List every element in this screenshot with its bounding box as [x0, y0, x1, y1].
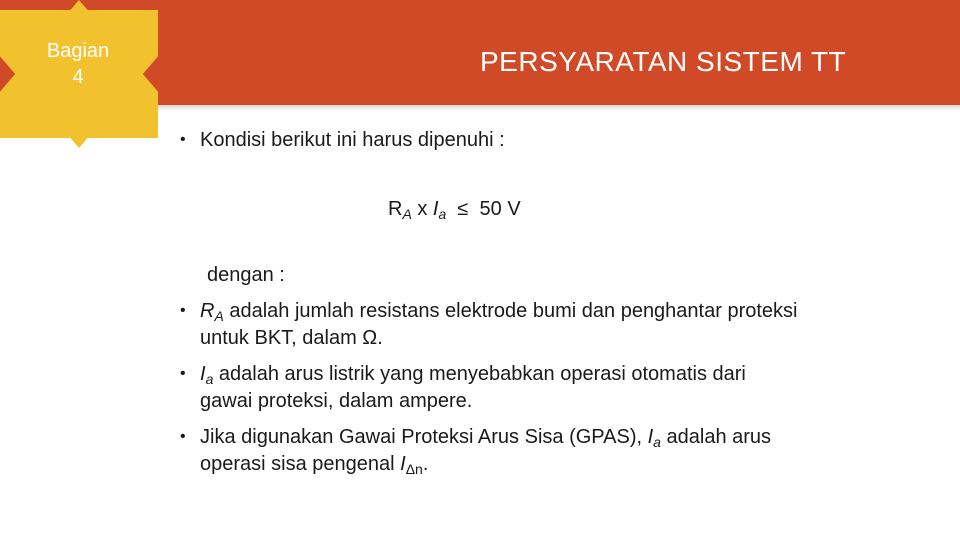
formula-times: x: [417, 198, 428, 220]
def-pre: Jika digunakan Gawai Proteksi Arus Sisa (GPAS),: [200, 426, 648, 448]
definition-gpas: [180, 426, 800, 480]
definition-ia: [180, 363, 800, 412]
dengan-label: dengan :: [207, 264, 285, 286]
definitions-list: [180, 300, 800, 494]
def-symbol-sub: a: [205, 371, 214, 387]
def-text: adalah jumlah resistans elektrode bumi dan penghantar proteksi untuk BKT, dalam Ω.: [200, 300, 798, 349]
formula: [388, 198, 521, 222]
definition-ra: [180, 300, 800, 349]
def-symbol-2: I: [400, 453, 406, 475]
formula-value: 50 V: [479, 198, 521, 220]
def-symbol: I: [647, 426, 654, 448]
def-symbol-sub: A: [214, 308, 224, 324]
section-badge: [0, 0, 158, 148]
formula-i: I: [432, 198, 439, 220]
def-end: .: [422, 453, 429, 475]
badge-label: [18, 38, 138, 90]
def-symbol: R: [200, 300, 215, 322]
bullet-dot: •: [180, 131, 186, 148]
def-text: adalah arus listrik yang menyebabkan operasi otomatis dari gawai proteksi, dalam ampere.: [200, 363, 746, 412]
formula-r-sub: A: [402, 206, 412, 222]
page-title: PERSYARATAN SISTEM TT: [480, 46, 847, 77]
def-symbol-sub: a: [653, 434, 661, 450]
badge-line-1: Bagian: [46, 40, 110, 62]
bullet-dot: •: [180, 365, 186, 382]
def-mid: adalah arus operasi sisa pengenal: [200, 426, 772, 475]
formula-r: R: [388, 198, 403, 220]
formula-le: ≤: [457, 198, 469, 220]
bullet-dot: •: [180, 302, 186, 319]
def-symbol-2-sub: Δn: [405, 461, 423, 477]
intro-bullet: [180, 128, 820, 152]
intro-text: Kondisi berikut ini harus dipenuhi :: [200, 129, 505, 151]
def-symbol: I: [200, 363, 206, 385]
formula-i-sub: a: [438, 206, 447, 222]
bullet-dot: •: [180, 428, 186, 445]
badge-line-2: 4: [72, 66, 84, 88]
